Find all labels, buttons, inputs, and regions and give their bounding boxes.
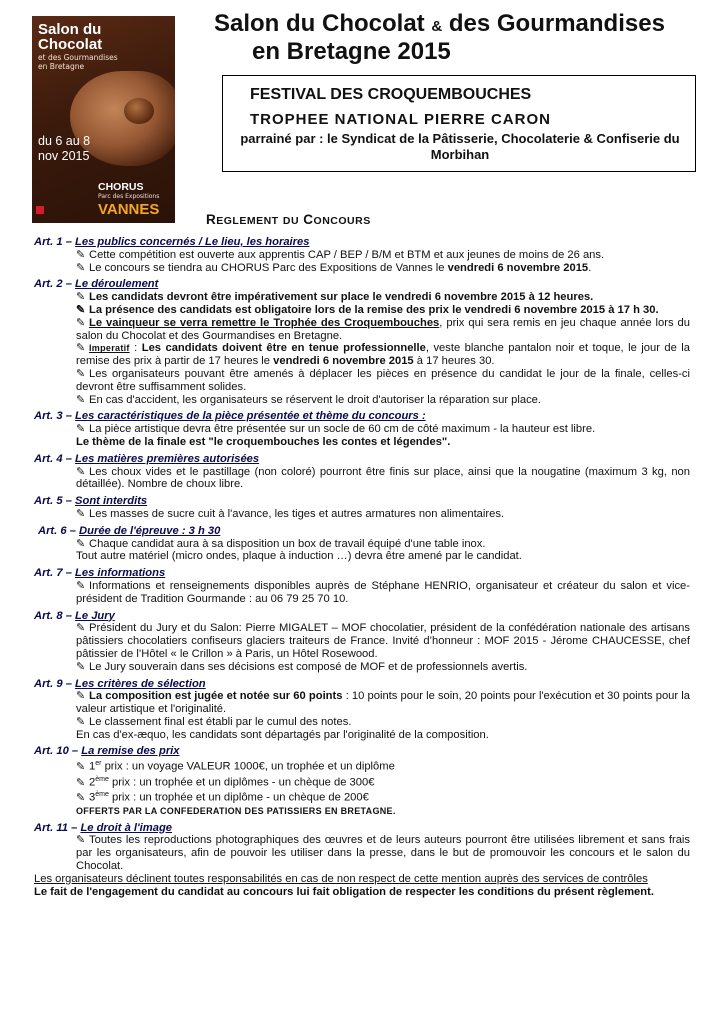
disclaimer: Les organisateurs déclinent toutes responsabilités en cas de non respect de cette mention auprès des services de contrôles xyxy=(34,872,648,885)
pencil-icon: ✎ xyxy=(76,834,86,847)
sponsor-text: parrainé par : le Syndicat de la Pâtisserie, Chocolaterie & Confiserie du Morbihan xyxy=(240,131,680,162)
festival-box xyxy=(222,75,696,172)
poster-venue-sub: Parc des Expositions xyxy=(98,193,160,200)
prize-line: ✎ 2ème prix : un trophée et un diplômes - un chèque de 300€ xyxy=(76,775,375,789)
prize-line: ✎ 3ème prix : un trophée et un diplôme - un chèque de 200€ xyxy=(76,791,369,805)
article-line: ✎ Imperatif : Les candidats doivent être en tenue professionnelle, veste blanche pantalon noir et toque, le jour de la remise des prix à partir de 17 heures le vendredi 6 novembre 2015 à 17 heures 30. xyxy=(76,342,691,368)
article-4 xyxy=(34,453,690,491)
article-heading: Art. 2 – Le déroulement xyxy=(34,278,159,291)
article-line: ✎ Chaque candidat aura à sa disposition un box de travail équipé d'une table inox. xyxy=(76,537,486,550)
article-6 xyxy=(34,525,690,563)
article-line: ✎ Président du Jury et du Salon: Pierre MIGALET – MOF chocolatier, président de la confédération nationale des artisans pâtissiers chocolatiers confiseurs glaciers traiteurs de France. Invité d’honneur : MOF 2015 - Jérome CHAUCESSE, chef pâtissier de l’Hôtel « le Crillon » à Paris, un Hôtel Rosewood. xyxy=(76,622,690,660)
pencil-icon: ✎ xyxy=(76,342,86,355)
page-title: Salon du Chocolat & des Gourmandises xyxy=(214,10,665,37)
article-5 xyxy=(34,495,690,521)
article-heading: Art. 10 – La remise des prix xyxy=(34,745,180,758)
article-10 xyxy=(34,745,690,817)
reglement-heading: REGLEMENT DU CONCOURS xyxy=(206,212,371,227)
article-line: Le thème de la finale est "le croquembouches les contes et légendes". xyxy=(76,435,451,448)
article-heading: Art. 6 – Durée de l'épreuve : 3 h 30 xyxy=(38,524,221,537)
salon-poster xyxy=(32,16,175,223)
article-line: ✎ Les masses de sucre cuit à l'avance, les tiges et autres armatures non alimentaires. xyxy=(76,507,505,520)
pencil-icon: ✎ xyxy=(76,715,86,728)
article-line: ✎ Toutes les reproductions photographiques des œuvres et de leurs auteurs pourront être utilisées librement et sans frais par les organisateurs, afin de pouvoir les utiliser dans la presse, dans le but de promouvoir les concours et le salon du Chocolat. xyxy=(76,834,690,873)
pencil-icon: ✎ xyxy=(76,507,86,520)
article-line: ✎ Les choux vides et le pastillage (non coloré) pourront être finis sur place, ainsi que la nougatine (maximum 3 kg, non détaillée). Nombre de choux libre. xyxy=(76,465,690,491)
pencil-icon: ✎ xyxy=(76,579,86,592)
article-heading: Art. 3 – Les caractéristiques de la pièce présentée et thème du concours : xyxy=(34,410,426,423)
article-line: ✎ En cas d'accident, les organisateurs se réservent le droit d'autoriser la réparation sur place. xyxy=(76,393,542,406)
pencil-icon: ✎ xyxy=(76,660,86,673)
article-line: ✎ Le Jury souverain dans ses décisions est composé de MOF et de professionnels avertis. xyxy=(76,660,528,673)
article-heading: Art. 8 – Le Jury xyxy=(34,609,115,622)
poster-dates: du 6 au 8 nov 2015 xyxy=(38,134,91,163)
article-heading: Art. 1 – Les publics concernés / Le lieu, les horaires xyxy=(34,236,310,248)
article-heading: Art. 9 – Les critères de sélection xyxy=(34,677,206,690)
pencil-icon: ✎ xyxy=(76,393,86,406)
article-line: ✎ Le vainqueur se verra remettre le Trophée des Croquembouches, prix qui sera remis en jeu chaque année lors du salon du Chocolat et des Gourmandises en Bretagne. xyxy=(76,316,690,342)
article-line: ✎ Informations et renseignements disponibles auprès de Stéphane HENRIO, organisateur et créateur du salon et vice-président de Tradition Gourmande : au 06 79 25 70 10. xyxy=(76,579,690,605)
article-line: ✎ Le concours se tiendra au CHORUS Parc des Expositions de Vannes le vendredi 6 novembre 2015. xyxy=(76,261,592,274)
article-11 xyxy=(34,822,690,873)
poster-venue: CHORUS xyxy=(98,181,144,193)
article-line: ✎ Les candidats devront être impérativement sur place le vendredi 6 novembre 2015 à 12 heures. xyxy=(76,291,594,304)
pencil-icon: ✎ xyxy=(76,761,86,774)
article-line: ✎ La présence des candidats est obligatoire lors de la remise des prix le vendredi 6 novembre 2015 à 17 h 30. xyxy=(76,303,659,316)
pencil-icon: ✎ xyxy=(76,291,86,304)
article-9 xyxy=(34,678,690,742)
article-line: ✎ La pièce artistique devra être présentée sur un socle de 60 cm de côté maximum - la hauteur est libre. xyxy=(76,423,596,436)
pencil-icon: ✎ xyxy=(76,367,86,380)
article-heading: Art. 5 – Sont interdits xyxy=(34,495,148,508)
pencil-icon: ✎ xyxy=(76,316,86,329)
article-heading: Art. 4 – Les matières premières autorisées xyxy=(34,452,260,465)
article-2 xyxy=(34,278,690,406)
pencil-icon: ✎ xyxy=(76,248,86,261)
pencil-icon: ✎ xyxy=(76,690,86,703)
festival-title: FESTIVAL DES CROQUEMBOUCHES xyxy=(250,86,532,103)
article-line: En cas d'ex-æquo, les candidats sont départagés par l'originalité de la composition. xyxy=(76,728,489,741)
pencil-icon: ✎ xyxy=(76,423,86,436)
pencil-icon: ✎ xyxy=(76,622,86,635)
pencil-icon: ✎ xyxy=(76,261,86,274)
article-heading: Art. 7 – Les informations xyxy=(34,567,166,580)
pencil-icon: ✎ xyxy=(76,776,86,789)
pencil-icon: ✎ xyxy=(76,537,86,550)
article-7 xyxy=(34,567,690,605)
poster-subtitle: et des Gourmandises en Bretagne xyxy=(38,53,118,71)
article-heading: Art. 11 – Le droit à l'image xyxy=(34,821,172,834)
article-line: ✎ Les organisateurs pouvant être amenés à déplacer les pièces en présence du candidat le jour de la finale, celles-ci devront être suffisamment solides. xyxy=(76,367,690,393)
poster-logo-icon xyxy=(36,206,44,214)
article-line: ✎ Cette compétition est ouverte aux apprentis CAP / BEP / B/M et BTM et aux jeunes de moins de 26 ans. xyxy=(76,248,605,261)
article-line: Tout autre matériel (micro ondes, plaque à induction …) devra être amené par le candidat. xyxy=(76,550,522,563)
article-3 xyxy=(34,410,690,448)
prize-line: ✎ 1er prix : un voyage VALEUR 1000€, un trophée et un diplôme xyxy=(76,760,395,774)
poster-city: VANNES xyxy=(98,201,160,218)
pencil-icon: ✎ xyxy=(76,303,86,316)
prize-sponsor: OFFERTS PAR LA CONFEDERATION DES PATISSIERS EN BRETAGNE. xyxy=(76,805,396,816)
article-line: ✎ La composition est jugée et notée sur 60 points : 10 points pour le soin, 20 points pour l'exécution et 30 points pour la valeur artistique et l'originalité. xyxy=(76,690,691,716)
pencil-icon: ✎ xyxy=(76,465,86,478)
poster-title: Salon du Chocolat xyxy=(38,21,103,53)
engagement-notice: Le fait de l'engagement du candidat au concours lui fait obligation de respecter les conditions du présent règlement. xyxy=(34,885,654,898)
poster-bonbon-illustration xyxy=(124,98,154,124)
article-line: ✎ Le classement final est établi par le cumul des notes. xyxy=(76,715,352,728)
article-1 xyxy=(34,236,690,274)
trophy-title: TROPHEE NATIONAL PIERRE CARON xyxy=(250,111,551,128)
article-8 xyxy=(34,610,690,674)
rules-content xyxy=(34,236,690,898)
pencil-icon: ✎ xyxy=(76,792,86,805)
page-title-line2: en Bretagne 2015 xyxy=(252,38,451,65)
